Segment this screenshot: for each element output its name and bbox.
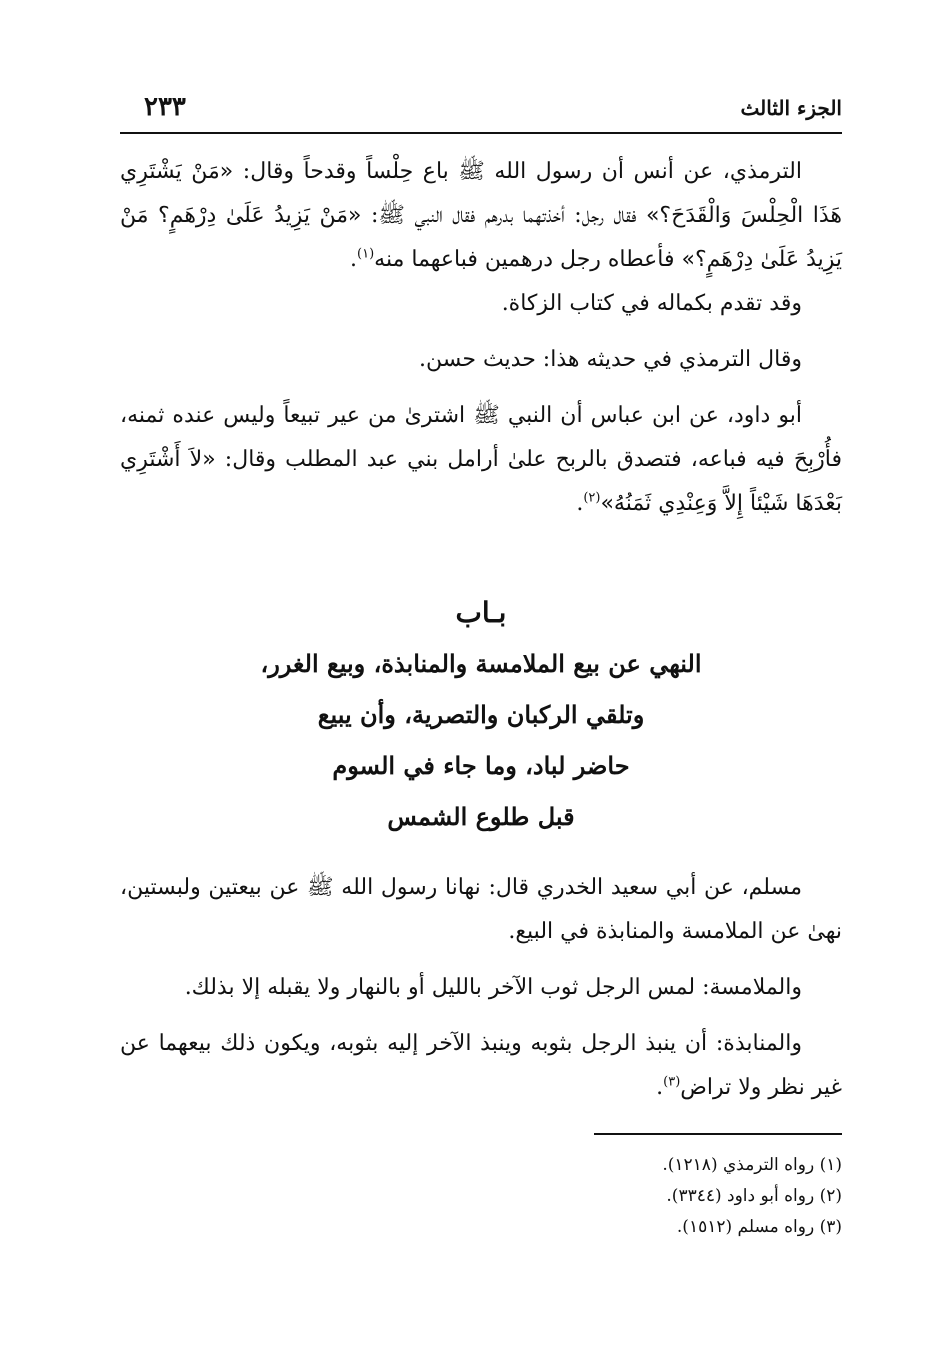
paragraph-text: .: [350, 247, 358, 272]
page-header: [120, 92, 842, 134]
paragraph-text: .: [656, 1075, 664, 1100]
paragraph-tirmidhi-hadith: [120, 150, 842, 282]
footnotes: [120, 1150, 842, 1243]
paragraph-text: أبو داود، عن ابن عباس أن النبي ﷺ اشترىٰ من عير تبيعاً وليس عنده ثمنه، فأُرْبِحَ فيه فباعه، فتصدق بالربح علىٰ أرامل بني عبد المطلب وقال:: [120, 403, 842, 472]
paragraph-text: الترمذي، عن أنس أن رسول الله ﷺ باع حِلْساً وقدحاً وقال:: [233, 159, 802, 184]
chapter-title-line: وتلقي الركبان والتصرية، وأن يبيع: [317, 700, 645, 729]
paragraph-tirmidhi-grading: وقال الترمذي في حديثه هذا: حديث حسن.: [418, 347, 802, 372]
main-text: [120, 150, 842, 1110]
paragraph-text: فقال رجل: أخذتهما بدرهم فقال النبي ﷺ:: [361, 203, 646, 228]
footnote-divider: [594, 1133, 842, 1135]
paragraph-text: .: [576, 491, 584, 516]
running-title: الجزء الثالث: [740, 96, 842, 120]
prophetic-quote: «لاَ أَشْتَرِي بَعْدَهَا شَيْئاً إِلاَّ وَعِنْدِي ثَمَنُهُ»: [120, 447, 842, 516]
chapter-title-line: قبل طلوع الشمس: [387, 802, 575, 831]
prophetic-quote: «مَنْ يَزِيدُ عَلَىٰ دِرْهَمٍ؟ مَنْ يَزِيدُ عَلَىٰ دِرْهَمٍ؟»: [120, 203, 842, 272]
footnote-reference: (٢): [583, 490, 601, 506]
chapter-heading: [120, 588, 842, 842]
paragraph-munabadha-definition: [120, 1022, 842, 1110]
footnote: (٣) رواه مسلم (١٥١٢).: [676, 1217, 842, 1237]
chapter-label: بـاب: [455, 596, 507, 629]
footnote: (١) رواه الترمذي (١٢١٨).: [662, 1155, 842, 1175]
paragraph-abu-dawud-hadith: [120, 394, 842, 526]
paragraph-zakat-reference: وقد تقدم بكماله في كتاب الزكاة.: [501, 291, 802, 316]
footnote-reference: (١): [357, 246, 375, 262]
paragraph-mulamasa-definition: والملامسة: لمس الرجل ثوب الآخر بالليل أو بالنهار ولا يقبله إلا بذلك.: [184, 975, 802, 1000]
paragraph-text: والمنابذة: أن ينبذ الرجل بثوبه وينبذ الآخر إليه بثوبه، ويكون ذلك بيعهما عن غير نظر ولا تراض: [120, 1031, 842, 1100]
chapter-title-line: حاضر لباد، وما جاء في السوم: [332, 751, 630, 780]
paragraph-muslim-hadith: مسلم، عن أبي سعيد الخدري قال: نهانا رسول الله ﷺ عن بيعتين ولبستين، نهىٰ عن الملامسة والمنابذة في البيع.: [120, 875, 842, 944]
prophetic-quote: «مَنْ يَشْتَرِي هَذَا الْحِلْسَ وَالْقَدَحَ؟»: [120, 159, 842, 228]
chapter-title-line: النهي عن بيع الملامسة والمنابذة، وبيع الغرر،: [260, 649, 702, 678]
footnote: (٢) رواه أبو داود (٣٣٤٤).: [666, 1186, 842, 1206]
page-number: ٢٣٣: [144, 92, 186, 122]
paragraph-text: فأعطاه رجل درهمين فباعهما منه: [374, 247, 682, 272]
footnote-reference: (٣): [663, 1074, 681, 1090]
